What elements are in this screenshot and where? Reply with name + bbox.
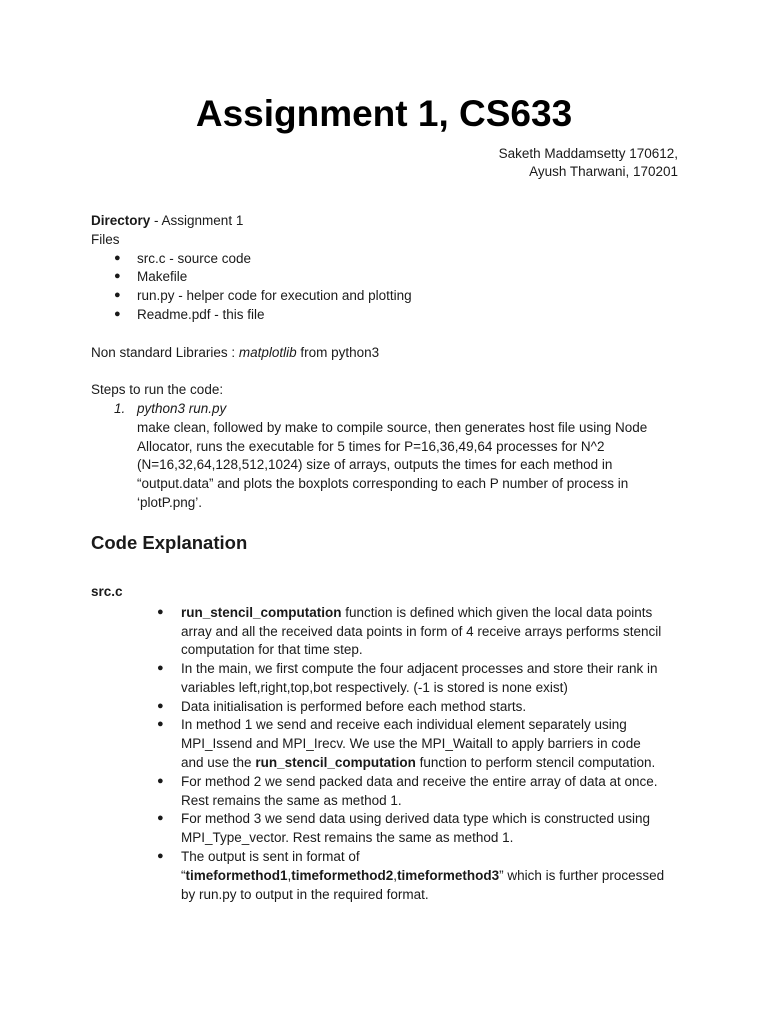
- bullet: ●: [157, 606, 164, 618]
- explanation-line: Data initialisation is performed before each method starts.: [181, 699, 527, 714]
- step-command: python3 run.py: [137, 401, 227, 416]
- file-item-runpy: run.py - helper code for execution and plotting: [137, 288, 412, 303]
- step-line: Allocator, runs the executable for 5 times for P=16,36,49,64 processes for N^2: [137, 439, 605, 454]
- bullet: ●: [157, 812, 164, 824]
- author-block: [499, 145, 678, 181]
- step-number: 1.: [114, 401, 126, 416]
- bullet: ●: [114, 252, 121, 264]
- section-heading: Code Explanation: [91, 532, 248, 553]
- explanation-line: computation for that time step.: [181, 642, 363, 657]
- explanation-line: MPI_Issend and MPI_Irecv. We use the MPI_Waitall to apply barriers in code: [181, 736, 641, 751]
- explanation-line: The output is sent in format of: [181, 849, 360, 864]
- directory-value: - Assignment 1: [150, 213, 244, 228]
- explanation-line: MPI_Type_vector. Rest remains the same as method 1.: [181, 830, 514, 845]
- explanation-line: “timeformethod1,timeformethod2,timeformethod3” which is further processed: [181, 868, 665, 883]
- file-item-readme: Readme.pdf - this file: [137, 307, 265, 322]
- step-line: ‘plotP.png’.: [137, 495, 203, 510]
- bullet: ●: [114, 308, 121, 320]
- author-line-1: Saketh Maddamsetty 170612,: [498, 146, 678, 161]
- explanation-line: by run.py to output in the required format.: [181, 887, 429, 902]
- file-item-makefile: Makefile: [137, 269, 188, 284]
- explanation-line: For method 3 we send data using derived data type which is constructed using: [181, 811, 651, 826]
- directory-label: Directory: [91, 213, 151, 228]
- bullet: ●: [157, 662, 164, 674]
- step-line: (N=16,32,64,128,512,1024) size of arrays, outputs the times for each method in: [137, 457, 613, 472]
- bullet: ●: [157, 775, 164, 787]
- author-line-2: Ayush Tharwani, 170201: [529, 164, 678, 179]
- files-label: Files: [91, 232, 120, 247]
- explanation-line: run_stencil_computation function is defined which given the local data points: [181, 605, 653, 620]
- directory-line: [91, 211, 243, 230]
- bullet: ●: [157, 850, 164, 862]
- bullet: ●: [114, 270, 121, 282]
- explanation-line: array and all the received data points in form of 4 receive arrays performs stencil: [181, 624, 662, 639]
- subsection-file: src.c: [91, 584, 123, 599]
- explanation-line: For method 2 we send packed data and receive the entire array of data at once.: [181, 774, 658, 789]
- step-line: make clean, followed by make to compile source, then generates host file using Node: [137, 420, 648, 435]
- explanation-line: In method 1 we send and receive each individual element separately using: [181, 717, 627, 732]
- libraries-suffix: from python3: [296, 345, 380, 360]
- step-line: “output.data” and plots the boxplots corresponding to each P number of process in: [137, 476, 629, 491]
- libraries-line: [91, 343, 379, 362]
- libraries-lib: matplotlib: [238, 345, 297, 360]
- explanation-line: In the main, we first compute the four adjacent processes and store their rank in: [181, 661, 658, 676]
- bullet: ●: [157, 718, 164, 730]
- document-title: Assignment 1, CS633: [195, 93, 573, 134]
- steps-label: Steps to run the code:: [91, 382, 224, 397]
- bullet: ●: [157, 700, 164, 712]
- explanation-line: variables left,right,top,bot respectively. (-1 is stored is none exist): [181, 680, 568, 695]
- libraries-prefix: Non standard Libraries :: [91, 345, 239, 360]
- explanation-line: and use the run_stencil_computation function to perform stencil computation.: [181, 755, 656, 770]
- file-item-src: src.c - source code: [137, 251, 252, 266]
- explanation-line: Rest remains the same as method 1.: [181, 793, 402, 808]
- bullet: ●: [114, 289, 121, 301]
